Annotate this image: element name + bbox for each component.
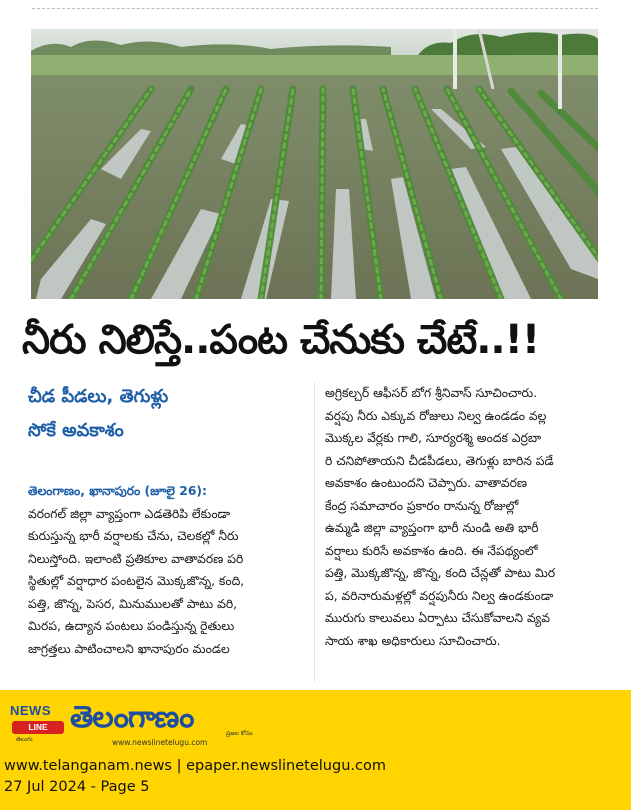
body-line: కురుస్తున్న భారీ వర్షాలకు చేను, చెలకల్లో నీరు: [28, 529, 239, 543]
body-line: వర్షపు నీరు ఎక్కువ రోజులు నిల్వ ఉండడం వల్ల: [325, 408, 547, 423]
subheading-line-1: చీడ పీడలు, తెగుళ్లు: [28, 386, 169, 407]
body-line: నిలుస్తోంది. ఇలాంటి ప్రతికూల వాతావరణ పరి: [28, 551, 244, 566]
newsline-logo[interactable]: [8, 700, 253, 747]
logo-news-text: NEWS: [10, 703, 51, 718]
subheadings: [28, 380, 298, 448]
body-line: రి చనిపోతాయని చీడపీడలు, తెగుళ్లు బారిన పడే: [325, 453, 554, 468]
logo-line-text: LINE: [12, 721, 64, 734]
article-column-left: [28, 480, 300, 660]
brand-url: www.newslinetelugu.com: [112, 738, 208, 747]
body-line: సాయ శాఖ అధికారులు సూచించారు.: [325, 633, 501, 648]
dateline: తెలంగాణం, ఖానాపురం (జూలై 26):: [28, 484, 207, 498]
body-line: ప, వరినారుమళ్లల్లో వర్షపునీరు నిల్వ ఉండకుండా: [325, 588, 554, 603]
brand-tagline: ప్రజల కోసం: [226, 730, 253, 737]
body-line: కేంద్ర సమాచారం ప్రకారం రానున్న రోజుల్లో: [325, 498, 519, 513]
body-line: మిరప, ఉద్యాన పంటలు పండిస్తున్న రైతులు: [28, 619, 235, 633]
body-line: జాగ్రత్తలు పాటించాలని ఖానాపురం మండల: [28, 641, 230, 656]
article-column-right: [325, 382, 602, 652]
body-line: అగ్రికల్చర్ ఆఫీసర్ బోగ శ్రీనివాస్ సూచించారు.: [325, 386, 538, 400]
newsline-badge-icon: [8, 700, 66, 744]
top-rule: [32, 8, 598, 9]
column-divider: [314, 382, 315, 682]
flooded-field-photo: [31, 29, 598, 299]
footer-banner: [0, 690, 631, 810]
footer-date-page: 27 Jul 2024 - Page 5: [4, 779, 150, 795]
body-line: మొక్కల వేర్లకు గాలి, సూర్యరశ్మి అందక ఎర్రబా: [325, 431, 542, 445]
headline: నీరు నిలిస్తే..పంట చేనుకు చేటే..!!: [22, 317, 540, 363]
body-line: అవకాశం ఉంటుందని చెప్పారు. వాతావరణ: [325, 476, 528, 490]
body-line: మురుగు కాలువలు ఏర్పాటు చేసుకోవాలని వ్యవ: [325, 611, 550, 625]
subheading-line-2: సోకే అవకాశం: [28, 420, 124, 441]
footer-websites: www.telanganam.news | epaper.newslinetelugu.com: [4, 758, 386, 774]
body-line: పత్తి, జొన్న, పెసర, మినుములతో పాటు వరి,: [28, 596, 238, 611]
body-line: స్థితుల్లో వర్షాధార పంటలైన మొక్కజొన్న, కంది,: [28, 574, 245, 588]
body-line: పత్తి, మొక్కజొన్న, జొన్న, కంది చేన్లతో పాటు మిర: [325, 566, 556, 580]
body-line: ఉమ్మడి జిల్లా వ్యాప్తంగా భారీ నుండి అతి భారీ: [325, 521, 539, 535]
logo-telugu-text: తెలుగు: [16, 736, 33, 743]
body-line: వర్షాలు కురిసే అవకాశం ఉంది. ఈ నేపథ్యంలో: [325, 543, 538, 558]
body-line: వరంగల్ జిల్లా వ్యాప్తంగా ఎడతెరిపి లేకుండా: [28, 506, 231, 521]
brand-name: తెలంగాణం: [70, 700, 194, 735]
